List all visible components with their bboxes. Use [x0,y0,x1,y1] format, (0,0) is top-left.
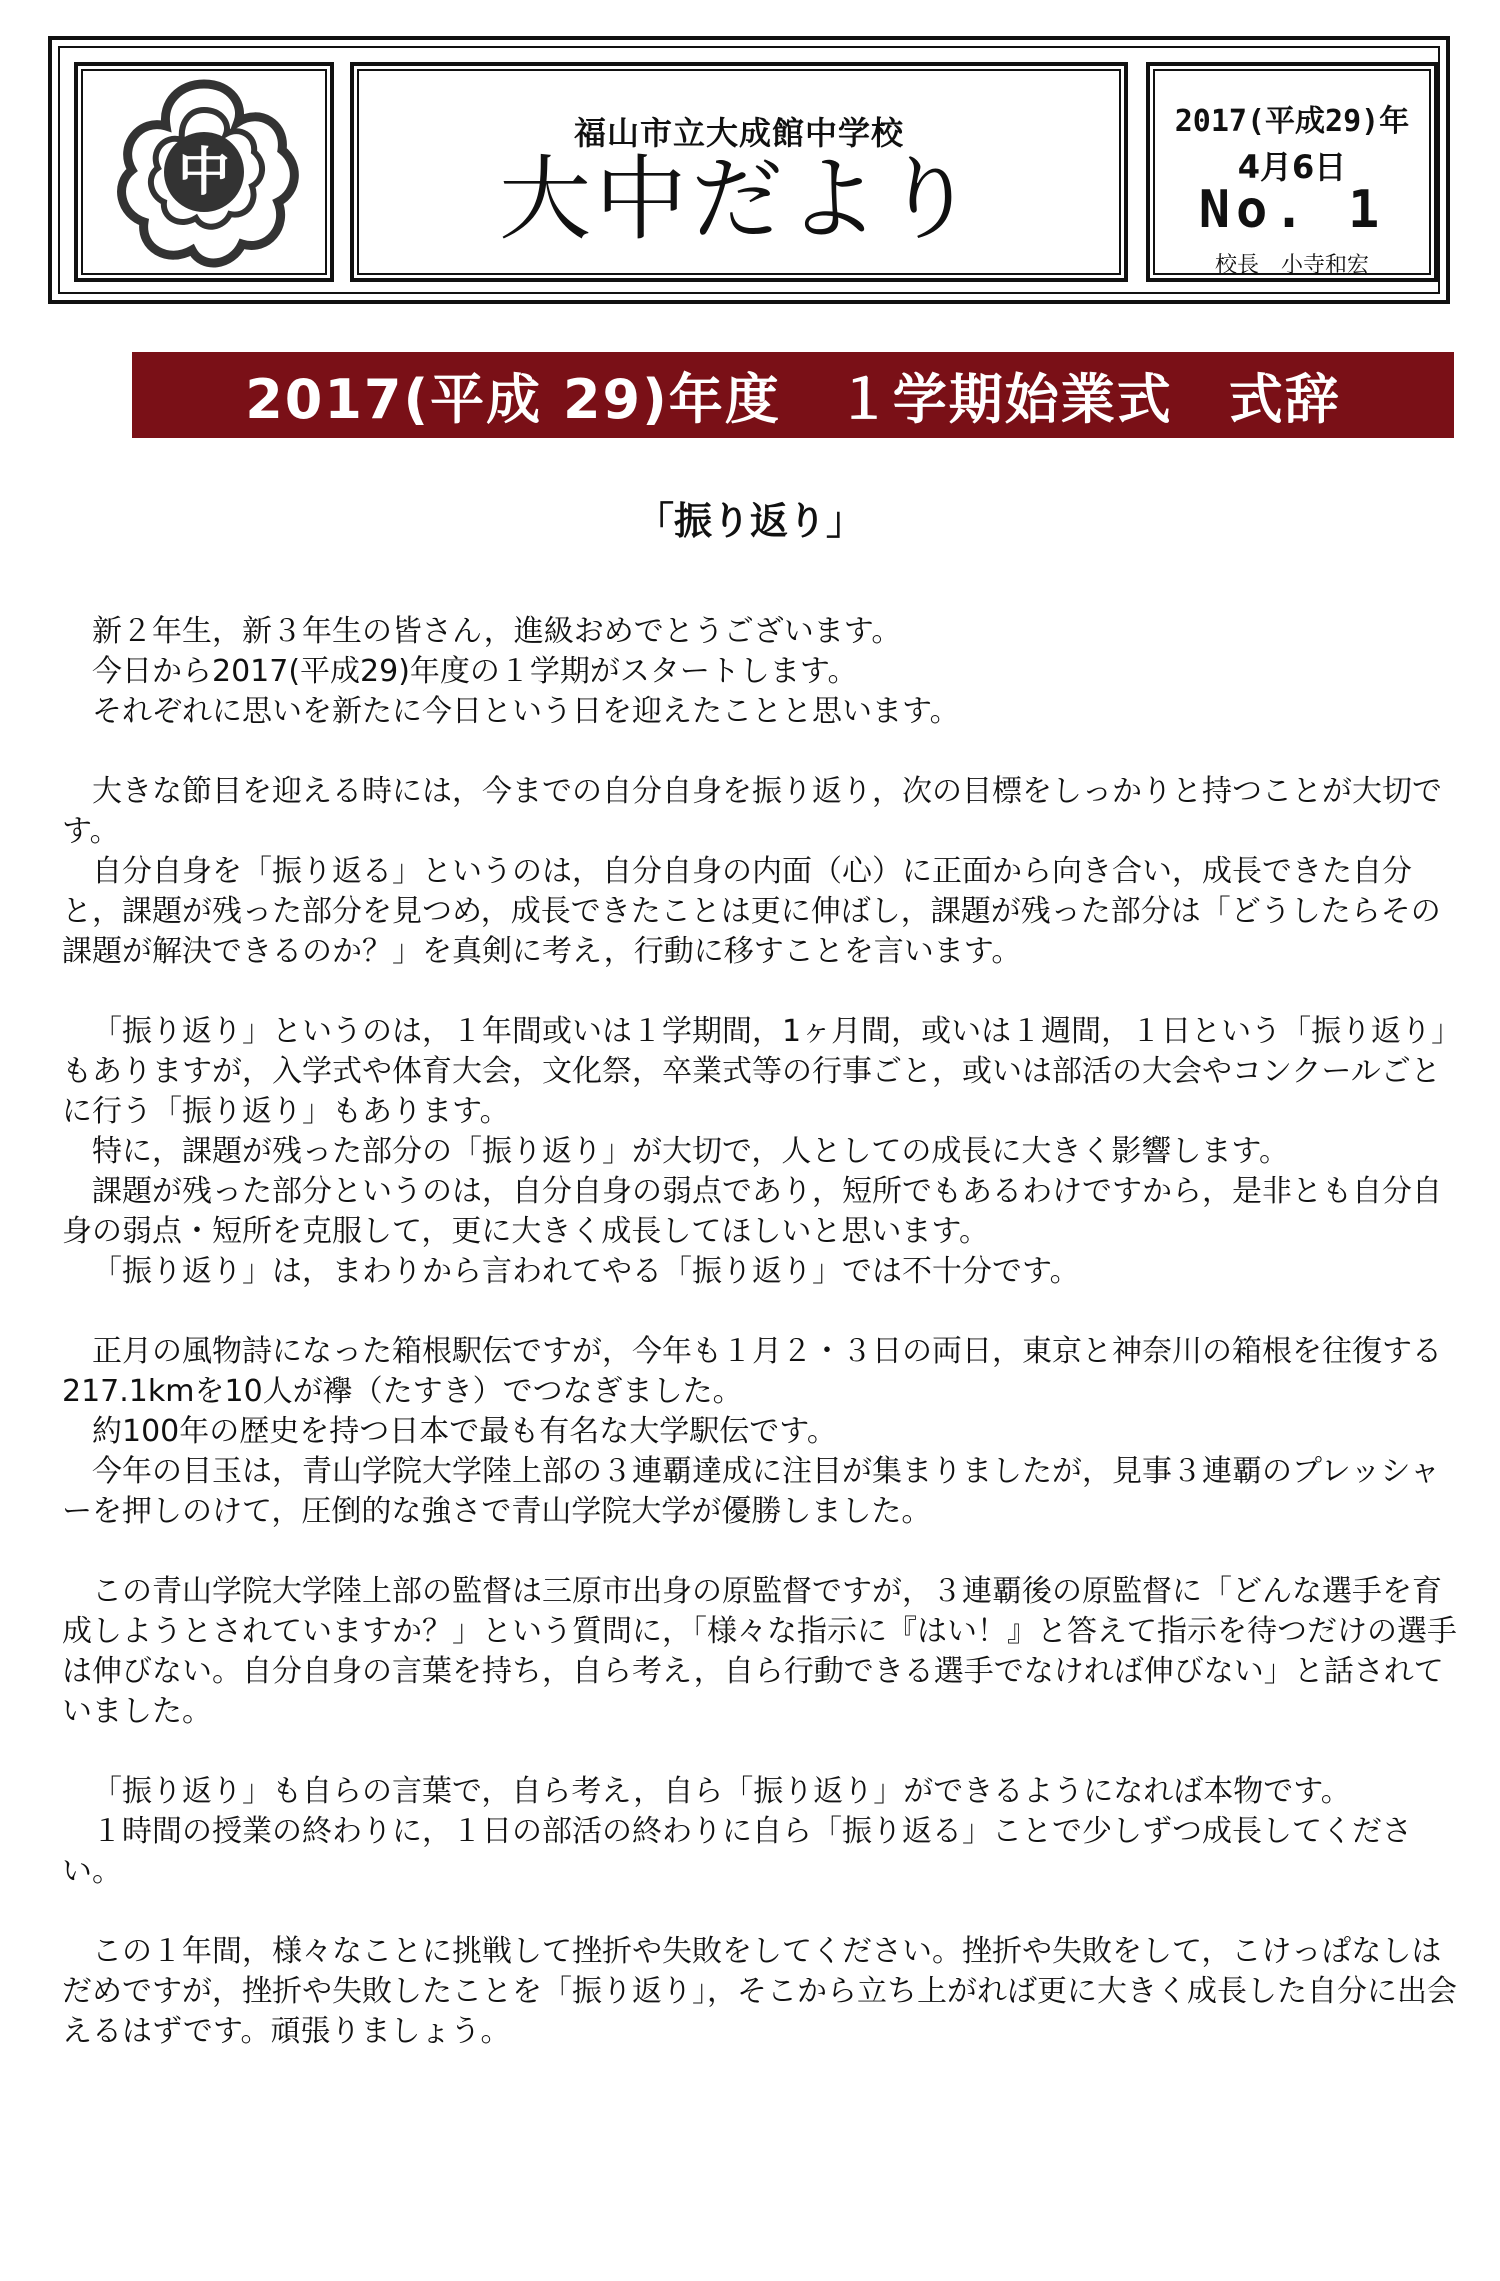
paragraph: 「振り返り」も自らの言葉で，自ら考え，自ら「振り返り」ができるようになれば本物です。 [92,1774,1351,1809]
school-name: 福山市立大成館中学校 [573,114,904,152]
paragraph: 「振り返り」というのは，１年間或いは１学期間，1ヶ月間，或いは１週間，１日という「振り返り」もありますが，入学式や体育大会，文化祭，卒業式等の行事ごと，或いは部活の大会やコンクールごとに行う「振り返り」もあります。 [62,1014,1447,1129]
logo-panel [74,62,334,282]
paragraph-gap [62,1892,1460,1932]
paragraph: この１年間，様々なことに挑戦して挫折や失敗をしてください。挫折や失敗をして，こけっぱなしはだめですが，挫折や失敗したことを「振り返り」，そこから立ち上がれば更に大きく成長した自分に出会えるはずです。頑張りましょう。 [62,1934,1457,2049]
masthead [48,36,1450,304]
issue-number: No. 1 [1198,180,1386,240]
speech-body [62,612,1460,2052]
masthead-frame [58,46,1440,294]
paragraph: １時間の授業の終わりに，１日の部活の終わりに自ら「振り返る」ことで少しずつ成長してください。 [62,1814,1412,1889]
paragraph: 今日から2017(平成29)年度の１学期がスタートします。 [92,654,858,689]
crest-glyph: 中 [177,143,231,203]
issue-panel [1146,62,1438,282]
school-crest-icon [104,72,304,272]
issue-date: 4月6日 [1237,148,1347,186]
paragraph-gap [62,1292,1460,1332]
paragraph: 「振り返り」は，まわりから言われてやる「振り返り」では不十分です。 [92,1254,1080,1289]
principal-name: 校長 小寺和宏 [1214,253,1369,278]
issue-year: 2017(平成29)年 [1174,104,1410,139]
paragraph-gap [62,1732,1460,1772]
paragraph: この青山学院大学陸上部の監督は三原市出身の原監督ですが，３連覇後の原監督に「どんな選手を育成しようとされていますか？」という質問に，「様々な指示に『はい！』と答えて指示を待つだけの選手は伸びない。自分自身の言葉を持ち，自ら考え，自ら行動できる選手でなければ伸びない」と話されていました。 [62,1574,1457,1729]
paragraph: 約100年の歴史を持つ日本で最も有名な大学駅伝です。 [92,1414,837,1449]
paragraph: 自分自身を「振り返る」というのは，自分自身の内面（心）に正面から向き合い，成長できた自分と，課題が残った部分を見つめ，成長できたことは更に伸ばし，課題が残った部分は「どうしたらその課題が解決できるのか？」を真剣に考え，行動に移すことを言います。 [62,854,1441,969]
paragraph: 大きな節目を迎える時には，今までの自分自身を振り返り，次の目標をしっかりと持つことが大切です。 [62,774,1442,849]
title-panel [350,62,1128,282]
paragraph-gap [62,972,1460,1012]
paragraph: それぞれに思いを新たに今日という日を迎えたことと思います。 [92,694,960,729]
paragraph-gap [62,1532,1460,1572]
paragraph: 今年の目玉は，青山学院大学陸上部の３連覇達成に注目が集まりましたが，見事３連覇のプレッシャーを押しのけて，圧倒的な強さで青山学院大学が優勝しました。 [62,1454,1440,1529]
paragraph: 正月の風物詩になった箱根駅伝ですが，今年も１月２・３日の両日，東京と神奈川の箱根を往復する217.1kmを10人が襷（たすき）でつなぎました。 [62,1334,1442,1409]
speech-title: 「振り返り」 [635,499,864,543]
paragraph-gap [62,732,1460,772]
headline-banner: 2017(平成 29)年度 １学期始業式 式辞 [132,352,1454,438]
paragraph: 特に，課題が残った部分の「振り返り」が大切で，人としての成長に大きく影響します。 [92,1134,1289,1169]
paragraph: 課題が残った部分というのは，自分自身の弱点であり，短所でもあるわけですから，是非とも自分自身の弱点・短所を克服して，更に大きく成長してほしいと思います。 [62,1174,1442,1249]
newsletter-title: 大中だより [498,146,979,253]
paragraph: 新２年生，新３年生の皆さん，進級おめでとうございます。 [92,614,902,649]
